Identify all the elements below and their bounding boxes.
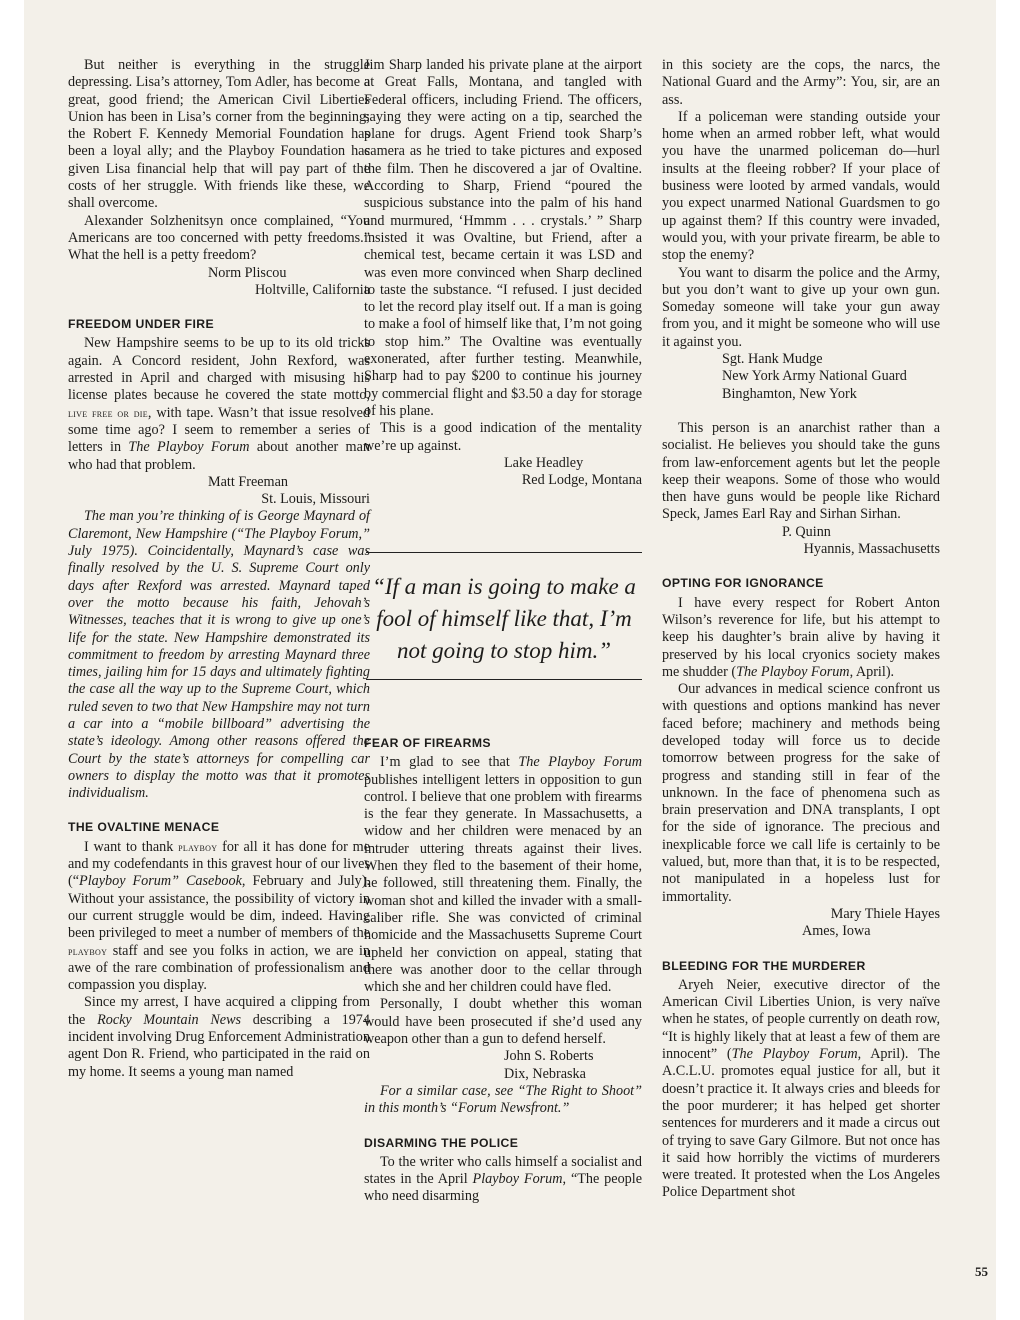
signature-name: Matt Freeman — [208, 473, 288, 490]
signature-name: Mary Thiele Hayes — [830, 905, 940, 922]
signature-place: Ames, Iowa — [802, 923, 871, 940]
signature-place: Binghamton, New York — [722, 385, 857, 402]
state-motto: live free or die — [68, 405, 148, 420]
letter-paragraph: Aryeh Neier, executive director of the American Civil Liberties Union, is very naïve when he states, of people currently on death row, “It is highly likely that at least a few of them are innocent” (The Playboy Forum, April). The A.C.L.U. promotes equal justice for all, but it doesn’t practice it. It always cries and bleeds for the poor murderer; it has helped get shorter sentences for murderers and it made a circus out of trying to save Gary Gilmore. But not once has it said how horribly the victims of murderers were treated. It protested when the Los Angeles Police Department shot — [662, 976, 941, 1201]
letter-paragraph: Alexander Solzhenitsyn once complained, “You Americans are too concerned with petty freedoms.” What the hell is a petty freedom? — [68, 212, 370, 264]
letter-paragraph: Our advances in medical science confront us with questions and options mankind has never faced before; machinery and methods being developed today will force us to decide tomorrow between progress for the sake of progress and standing still in fear of the unknown. In the face of phenomena such as brain preservation and DNA transplants, I opt for the side of ignorance. The precious and inexplicable force we call life is certainly to be valued, but, more than that, it is to be respected, not manipulated in a hopeless lust for immortality. — [662, 681, 940, 905]
signature-place: Holtville, California — [254, 281, 370, 298]
letter-paragraph: Personally, I doubt whether this woman would have been prosecuted if she’d used any weapon other than a gun to defend herself. — [364, 996, 642, 1048]
signature-name: Sgt. Hank Mudge — [722, 351, 823, 368]
signature-place: Dix, Nebraska — [504, 1065, 586, 1082]
section-heading-freedom-under-fire: FREEDOM UNDER FIRE — [68, 317, 215, 332]
letter-paragraph: You want to disarm the police and the Army, but you don’t want to give up your own gun. Someday someone will take your gun away from you, and it might be someone who will use it against you. — [662, 264, 940, 350]
section-heading-bleeding-for-the-murderer: BLEEDING FOR THE MURDERER — [662, 958, 866, 973]
magazine-page — [24, 0, 996, 1320]
column-2-lower — [364, 735, 642, 1206]
section-heading-ovaltine-menace: THE OVALTINE MENACE — [68, 820, 220, 835]
letter-paragraph: But neither is everything in the struggle depressing. Lisa’s attorney, Tom Adler, has become a great, good friend; the American Civil Liberties Union has been in Lisa’s corner from the beginning; the Robert F. Kennedy Memorial Foundation has been a loyal ally; and the Playboy Foundation has given Lisa financial help that will pay part of the costs of her struggle. With friends like these, we shall overcome. — [68, 57, 370, 212]
letter-paragraph: I want to thank playboy for all it has done for me and my codefendants in this gravest hour of our lives (“Playboy Forum” Casebook, February and July). Without your assistance, the possibility of victory in our current struggle would be dim, indeed. Having been privileged to meet a number of members of the playboy staff and see you folks in action, we are in awe of the rare combination of professionalism and compassion you display. — [68, 838, 370, 994]
signature-name: Norm Pliscou — [208, 264, 287, 281]
editor-reply: The man you’re thinking of is George Maynard of Claremont, New Hampshire (“The Playboy Forum,” July 1975). Coincidentally, Maynard’s case was finally resolved by the U. S. Supreme Court only days after Rexford was arrested. Maynard taped over the motto because his faith, Jehovah’s Witnesses, teaches that it is wrong to give up one’s life for the state. New Hampshire demonstrated its commitment to freedom by arresting Maynard three times, jailing him for 15 days and ultimately fighting the case all the way up to the Supreme Court, which ruled seven to two that New Hampshire may not turn a car into a “mobile billboard” advertising the state’s ideology. Among other reasons offered the Court by the state’s attorneys for compelling car owners to display the motto was that it promotes individualism. — [68, 508, 370, 802]
section-heading-disarming-the-police: DISARMING THE POLICE — [364, 1135, 519, 1150]
section-heading-fear-of-firearms: FEAR OF FIREARMS — [364, 736, 491, 750]
signature-affiliation: New York Army National Guard — [722, 368, 907, 385]
page-number: 55 — [975, 1264, 988, 1279]
signature-place: Hyannis, Massachusetts — [803, 541, 940, 558]
signature-name: John S. Roberts — [504, 1048, 594, 1065]
editor-reply: For a similar case, see “The Right to Shoot” in this month’s “Forum Newsfront.” — [364, 1082, 642, 1117]
column-3 — [662, 57, 940, 1202]
column-2 — [364, 57, 642, 489]
column-1 — [68, 57, 370, 1081]
letter-paragraph: Since my arrest, I have acquired a clipping from the Rocky Mountain News describing a 1974 incident involving Drug Enforcement Administration agent Don R. Friend, who participated in the raid on my home. It seems a young man named — [68, 994, 370, 1080]
letter-paragraph: This person is an anarchist rather than a socialist. He believes you should take the guns from law-enforcement agents but let the people keep their weapons. Some of those who would then have guns would be people like Richard Speck, James Earl Ray and Sirhan Sirhan. — [662, 419, 940, 523]
letter-paragraph: If a policeman were standing outside your home when an armed robber left, what would you have the unarmed policeman do—hurl insults at the fleeing robber? If your place of business were looted by armed vandals, would you expect unarmed National Guardsmen to go up against them? If this country were invaded, would you, with your private firearm, be able to stop the enemy? — [662, 108, 940, 264]
signature-place: St. Louis, Missouri — [261, 491, 370, 508]
letter-paragraph: I’m glad to see that The Playboy Forum publishes intelligent letters in opposition to gun control. I believe that one problem with firearms is the fear they generate. In Massachusetts, a widow and her children were menaced by an intruder uttering threats against their lives. When they fled to the basement of their home, he followed, still threatening them. Finally, the woman shot and killed the invader with a small-caliber rifle. She was convicted of criminal homicide and the Massachusetts Supreme Court upheld her conviction on appeal, stating that there was another door to the cellar through which she and her children could have fled. — [364, 754, 642, 996]
letter-continuation: Jim Sharp landed his private plane at the airport at Great Falls, Montana, and tangled with Federal officers, including Friend. The officers, saying they were acting on a tip, searched the plane for drugs. Agent Friend took Sharp’s camera as he tried to take pictures and exposed the film. Then he discovered a jar of Ovaltine. According to Sharp, Friend “poured the suspicious substance into the palm of his hand and murmured, ‘Hmmm . . . crystals.’ ” Sharp insisted it was Ovaltine, but Friend, after a chemical test, became certain it was LSD and was even more convinced when Sharp declined to taste the substance. “I refused. I just decided to let the record play itself out. If a man is going to make a fool of himself like that, I’m not going to stop him.” The Ovaltine was eventually exonerated, after further testing. Meanwhile, Sharp had to pay $200 to continue his journey by commercial flight and $3.50 a day for storage of his plane. — [364, 57, 642, 419]
signature-name: P. Quinn — [782, 523, 831, 540]
letter-paragraph: I have every respect for Robert Anton Wilson’s reverence for life, but his attempt to keep his daughter’s brain alive by having it preserved by his local cryonics society makes me shudder (The Playboy Forum, April). — [662, 594, 940, 680]
pull-quote: “If a man is going to make a fool of himself like that, I’m not going to stop him.” — [366, 552, 642, 680]
letter-continuation: in this society are the cops, the narcs, the National Guard and the Army”: You, sir, are an ass. — [662, 57, 940, 108]
signature-place: Red Lodge, Montana — [521, 472, 642, 489]
letter-paragraph: To the writer who calls himself a socialist and states in the April Playboy Forum, “The people who need disarming — [364, 1153, 642, 1205]
section-heading-opting-for-ignorance: OPTING FOR IGNORANCE — [662, 576, 824, 591]
letter-paragraph: New Hampshire seems to be up to its old tricks again. A Concord resident, John Rexford, was arrested in April and charged with misusing his license plates because he covered the state motto, live free or die, with tape. Wasn’t that issue resolved some time ago? I seem to remember a series of letters in The Playboy Forum about another man who had that problem. — [68, 335, 370, 473]
letter-paragraph: This is a good indication of the mentality we’re up against. — [364, 420, 642, 454]
signature-name: Lake Headley — [504, 454, 584, 471]
